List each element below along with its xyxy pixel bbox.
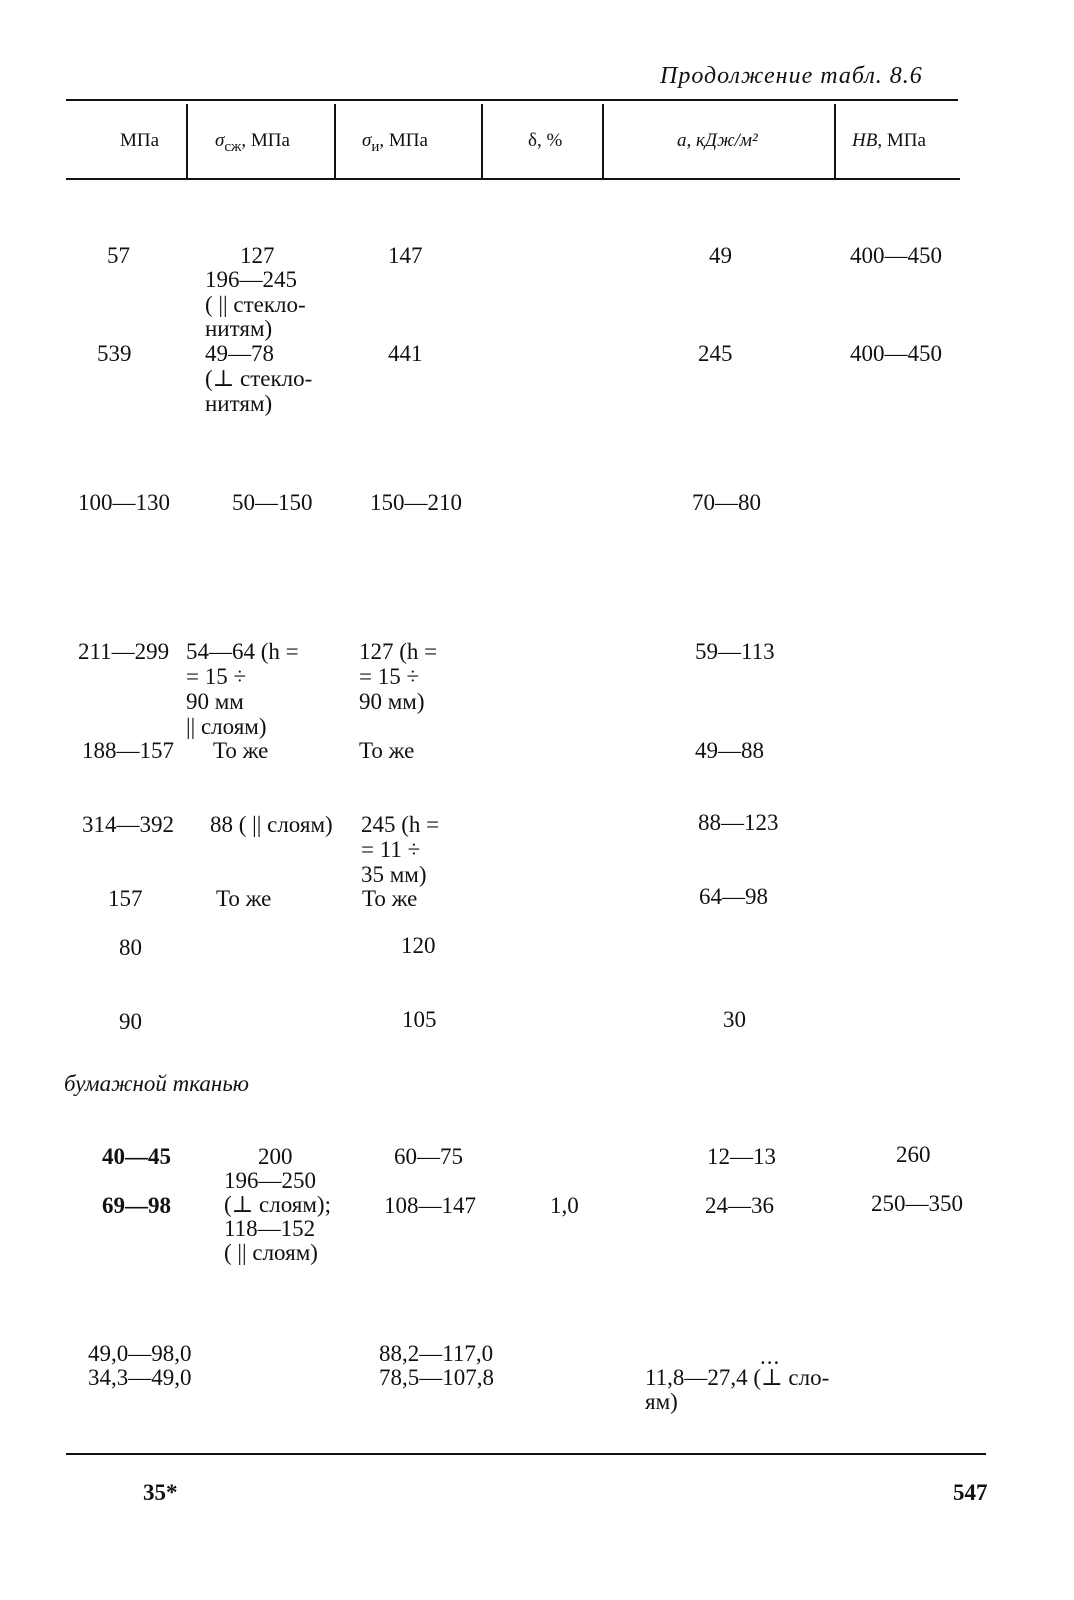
header-col-strength: МПа	[120, 130, 160, 151]
cell-r6-impact: 49—88	[695, 738, 764, 763]
header-divider-4	[602, 104, 604, 180]
footer-rule	[66, 1453, 986, 1455]
cell-r3-compression: 49—78 (⊥ стекло- нитям)	[205, 341, 313, 416]
cell-r12-impact: 24—36	[705, 1193, 774, 1218]
cell-r5-bending: 127 (h = = 15 ÷ 90 мм)	[359, 639, 438, 714]
section-label: бумажной тканью	[64, 1071, 250, 1096]
cell-r1-bending: 147	[388, 243, 423, 268]
header-col-hardness: HB, МПа	[852, 130, 926, 151]
cell-r3-hardness: 400—450	[850, 341, 942, 366]
cell-r1-impact: 49	[709, 243, 732, 268]
cell-r11-hardness: 260	[896, 1142, 931, 1167]
header-col-compression: $\sigma_{сж}$, МПа	[215, 130, 290, 155]
cell-r6-strength: 188—157	[82, 738, 174, 763]
cell-r10-impact: 30	[723, 1007, 746, 1032]
cell-r11-bending: 60—75	[394, 1144, 463, 1169]
cell-r11-strength: 40—45	[102, 1144, 171, 1169]
header-divider-1	[186, 104, 188, 180]
cell-r1-strength: 57	[107, 243, 130, 268]
cell-r9-strength: 80	[119, 935, 142, 960]
cell-r12-compression: 196—250 (⊥ слоям); 118—152 ( || слоям)	[224, 1168, 331, 1265]
cell-r10-strength: 90	[119, 1009, 142, 1034]
cell-r6-bending: То же	[359, 738, 415, 763]
cell-r8-strength: 157	[108, 886, 143, 911]
cell-r5-impact: 59—113	[695, 639, 775, 664]
cell-r3-bending: 441	[388, 341, 423, 366]
cell-r12-elongation: 1,0	[550, 1193, 579, 1218]
cell-r4-bending: 150—210	[370, 490, 462, 515]
cell-r1-hardness: 400—450	[850, 243, 942, 268]
cell-r7-strength: 314—392	[82, 812, 174, 837]
cell-r3-impact: 245	[698, 341, 733, 366]
header-divider-3	[481, 104, 483, 180]
header-col-elongation: δ, %	[528, 130, 563, 151]
page-number: 547	[953, 1480, 988, 1505]
cell-r6-compression: То же	[213, 738, 269, 763]
cell-r12-strength: 69—98	[102, 1193, 171, 1218]
cell-r10-bending: 105	[402, 1007, 437, 1032]
cell-r11-compression: 200	[258, 1144, 293, 1169]
cell-r3-strength: 539	[97, 341, 132, 366]
cell-r12-bending: 108—147	[384, 1193, 476, 1218]
cell-r7-impact: 88—123	[698, 810, 779, 835]
cell-r13-impact: 11,8—27,4 (⊥ сло- ям)	[645, 1365, 830, 1414]
header-divider-2	[334, 104, 336, 180]
header-top-rule	[66, 99, 958, 101]
cell-r1-compression: 127	[240, 243, 275, 268]
cell-r2-compression: 196—245 ( || стекло- нитям)	[205, 267, 306, 341]
cell-r12-hardness: 250—350	[871, 1191, 963, 1216]
signature-mark: 35*	[143, 1480, 178, 1505]
cell-r7-compression: 88 ( || слоям)	[210, 812, 333, 837]
cell-r13-impact-ellipsis: ...	[760, 1344, 781, 1369]
cell-r4-strength: 100—130	[78, 490, 170, 515]
cell-r7-bending: 245 (h = = 11 ÷ 35 мм)	[361, 812, 440, 887]
cell-r13-bending: 88,2—117,0 78,5—107,8	[379, 1341, 494, 1390]
cell-r9-bending: 120	[401, 933, 436, 958]
header-col-bending: $\sigma_и$, МПа	[362, 130, 428, 155]
cell-r8-impact: 64—98	[699, 884, 768, 909]
cell-r11-impact: 12—13	[707, 1144, 776, 1169]
cell-r13-strength: 49,0—98,0 34,3—49,0	[88, 1341, 192, 1390]
cell-r4-impact: 70—80	[692, 490, 761, 515]
cell-r8-bending: То же	[362, 886, 418, 911]
cell-r5-compression: 54—64 (h = = 15 ÷ 90 мм || слоям)	[186, 639, 299, 739]
cell-r8-compression: То же	[216, 886, 272, 911]
cell-r4-compression: 50—150	[232, 490, 313, 515]
header-bottom-rule	[66, 178, 960, 180]
cell-r5-strength: 211—299	[78, 639, 170, 664]
header-divider-5	[834, 104, 836, 180]
header-col-impact: a, кДж/м²	[677, 130, 758, 151]
table-continuation-caption: Продолжение табл. 8.6	[660, 63, 923, 89]
